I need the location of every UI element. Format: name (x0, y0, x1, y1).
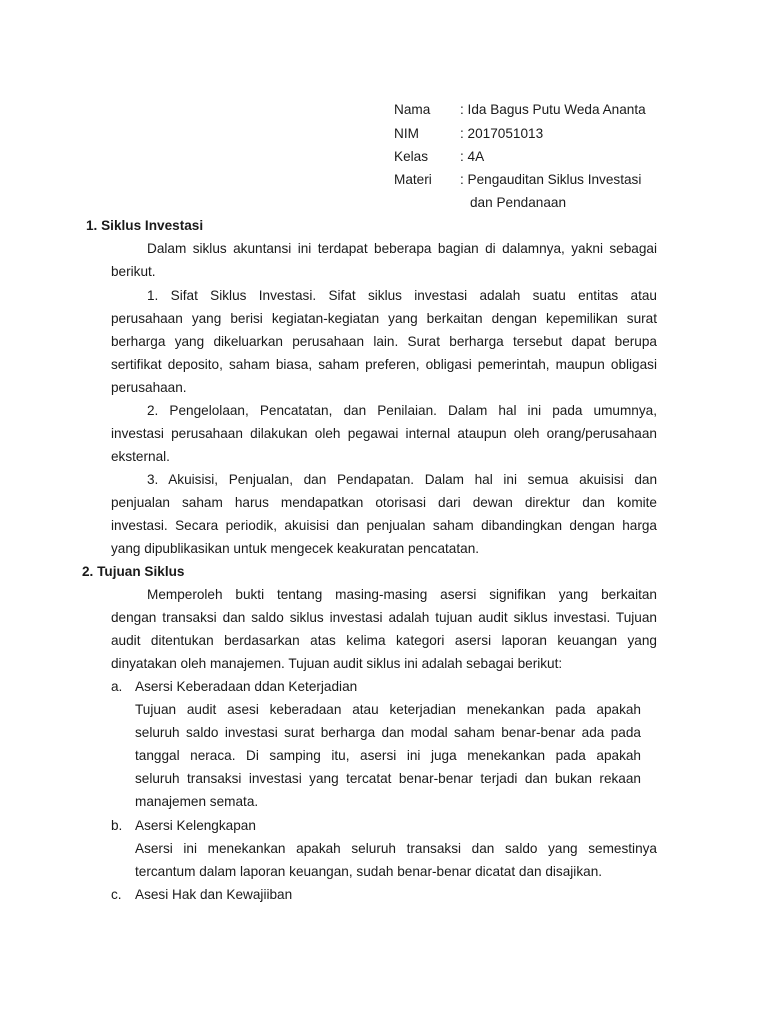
item-a-line: seluruh saldo investasi surat berharga dan modal saham benar-benar ada pada (135, 725, 641, 740)
s1-p1-line: 1. Sifat Siklus Investasi. Sifat siklus investasi adalah suatu entitas atau (147, 288, 657, 303)
item-a-line: tanggal neraca. Di samping itu, asersi ini juga menekankan pada apakah (135, 748, 641, 763)
s1-p3-line: 3. Akuisisi, Penjualan, dan Pendapatan. Dalam hal ini semua akuisisi dan (147, 472, 657, 487)
s1-p1-line: perusahaan. (111, 380, 187, 395)
s1-p2-line: 2. Pengelolaan, Pencatatan, dan Penilaian. Dalam hal ini pada umumnya, (147, 403, 657, 418)
label-materi: Materi (394, 172, 432, 187)
s1-intro-line: Dalam siklus akuntansi ini terdapat beberapa bagian di dalamnya, yakni sebagai (147, 241, 657, 256)
list-marker-b: b. (111, 818, 123, 833)
label-kelas: Kelas (394, 149, 429, 164)
s2-intro-line: dinyatakan oleh manajemen. Tujuan audit siklus ini adalah sebagai berikut: (111, 656, 563, 671)
s1-p3-line: penjualan saham harus mendapatkan otorisasi dari dewan direktur dan komite (111, 495, 657, 510)
s1-p2-line: eksternal. (111, 449, 170, 464)
item-b-title: Asersi Kelengkapan (135, 818, 256, 833)
s1-p1-line: perusahaan yang berisi kegiatan-kegiatan yang berkaitan dengan kepemilikan surat (111, 311, 657, 326)
s1-p3-line: yang dipublikasikan untuk mengecek keakuratan pencatatan. (111, 541, 480, 556)
item-b-line: Asersi ini menekankan apakah seluruh transaksi dan saldo yang semestinya (135, 841, 657, 856)
label-nama: Nama (394, 102, 431, 117)
item-a-line: seluruh transaksi investasi yang tercatat benar-benar terjadi dan bukan rekaan (135, 771, 641, 786)
s1-p3-line: investasi. Secara periodik, akuisisi dan penjualan saham dibandingkan dengan harga (111, 518, 657, 533)
item-c-title: Asesi Hak dan Kewajiiban (135, 887, 293, 902)
s1-p2-line: investasi perusahaan dilakukan oleh pegawai internal ataupun oleh orang/perusahaan (111, 426, 657, 441)
section-2-title: 2. Tujuan Siklus (82, 564, 185, 579)
s1-p1-line: berharga yang dikeluarkan perusahaan lain. Surat berharga tersebut dapat berupa (111, 334, 657, 349)
value-materi-continued: dan Pendanaan (470, 195, 567, 210)
s2-intro-line: dengan transaksi dan saldo siklus investasi adalah tujuan audit siklus investasi. Tujuan (111, 610, 657, 625)
list-marker-a: a. (111, 679, 123, 694)
value-kelas: : 4A (460, 149, 485, 164)
item-b-line: tercantum dalam laporan keuangan, sudah benar-benar dicatat dan disajikan. (135, 864, 603, 879)
value-nim: : 2017051013 (460, 126, 544, 141)
list-marker-c: c. (111, 887, 122, 902)
section-1-title: 1. Siklus Investasi (86, 218, 204, 233)
value-nama: : Ida Bagus Putu Weda Ananta (460, 102, 646, 117)
s1-p1-line: sertifikat deposito, saham biasa, saham preferen, obligasi pemerintah, maupun obligasi (111, 357, 657, 372)
s2-intro-line: audit ditentukan berdasarkan atas kelima kategori asersi laporan keuangan yang (111, 633, 657, 648)
s2-intro-line: Memperoleh bukti tentang masing-masing asersi signifikan yang berkaitan (147, 587, 657, 602)
item-a-line: manajemen semata. (135, 794, 259, 809)
label-nim: NIM (394, 126, 419, 141)
value-materi: : Pengauditan Siklus Investasi (460, 172, 642, 187)
s1-intro-line: berikut. (111, 264, 156, 279)
item-a-line: Tujuan audit asesi keberadaan atau keterjadian menekankan pada apakah (135, 702, 641, 717)
item-a-title: Asersi Keberadaan ddan Keterjadian (135, 679, 358, 694)
